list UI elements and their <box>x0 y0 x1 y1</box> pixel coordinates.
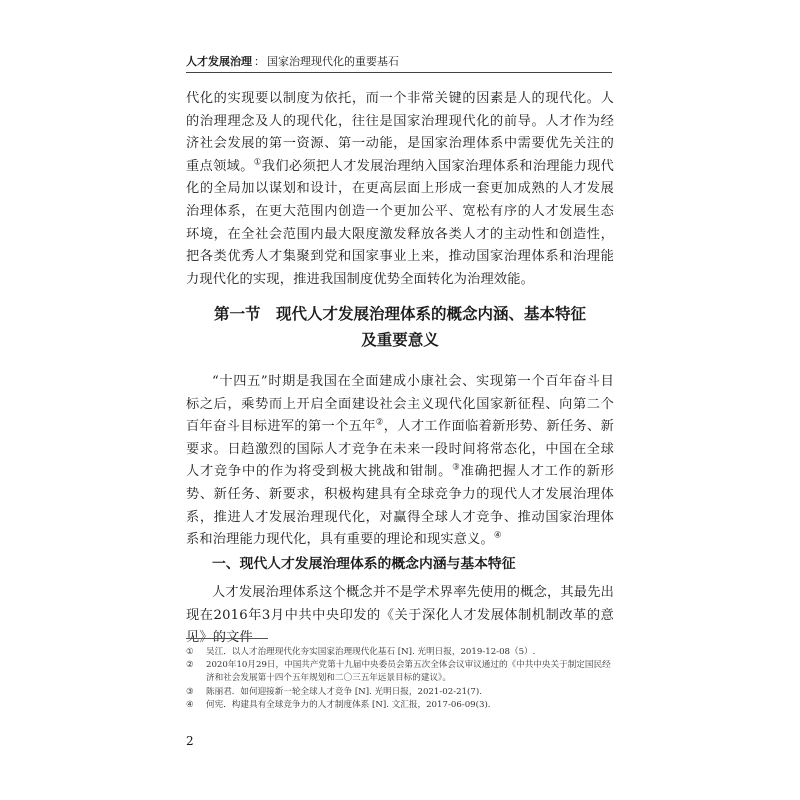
subsection-heading: 一、现代人才发展治理体系的概念内涵与基本特征 <box>212 556 516 572</box>
intro-paragraph <box>186 88 614 291</box>
intro-text-continued: 我们必须把人才发展治理纳入国家治理体系和治理能力现代化的全局加以谋划和设计，在更高层面上形成一套更加成熟的人才发展治理体系，在更大范围内创造一个更加公平、宽松有序的人才发展生态环境，在全社会范围内最大限度激发释放各类人才的主动性和创造性，把各类优秀人才集聚到党和国家事业上来，推动国家治理体系和治理能力现代化的实现，推进我国制度优势全面转化为治理效能。 <box>186 158 615 287</box>
footnote-item <box>186 699 614 712</box>
footnote-ref-4[interactable]: ④ <box>493 530 502 541</box>
footnote-text: 吴江．以人才治理现代化夯实国家治理现代化基石 [N]. 光明日报，2019-12-08（5）. <box>206 647 536 657</box>
section-text-1: “十四五”时期是我国在全面建成小康社会、实现第一个百年奋斗目标之后，乘势而上开启全面建设社会主义现代化国家新征程、向第二个百年奋斗目标进军的第一个五年 <box>186 374 614 435</box>
footnote-mark: ④ <box>186 699 194 710</box>
footnote-item <box>186 686 614 699</box>
subsection-paragraph: 人才发展治理体系这个概念并不是学术界率先使用的概念，其最先出现在2016年3月中共中央印发的《关于深化人才发展体制机制改革的意见》的文件 <box>186 585 614 646</box>
header-rule <box>186 72 612 73</box>
footnote-ref-1[interactable]: ① <box>253 157 262 168</box>
page-number: 2 <box>186 734 194 748</box>
intro-text: 代化的实现要以制度为依托，而一个非常关键的因素是人的现代化。人的治理理念及人的现代化，往往是国家治理现代化的前导。人才作为经济社会发展的第一资源、第一动能，是国家治理体系中需要优先关注的重点领域。 <box>186 91 614 174</box>
footnote-mark: ② <box>186 660 194 671</box>
book-subtitle: 国家治理现代化的重要基石 <box>267 55 399 68</box>
footnote-item <box>186 659 614 685</box>
footnotes <box>186 646 614 712</box>
footnote-text: 何宪．构建具有全球竞争力的人才制度体系 [N]. 文汇报，2017-06-09(3). <box>206 699 491 710</box>
footnote-text: 2020年10月29日，中国共产党第十九届中央委员会第五次全体会议审议通过的《中共中央关于制定国民经济和社会发展第十四个五年规划和二〇三五年远景目标的建议》。 <box>206 660 611 684</box>
book-title: 人才发展治理 <box>186 55 252 68</box>
section-text-3: 准确把握人才工作的新形势、新任务、新要求，积极构建具有全球竞争力的现代人才发展治理体系，推进人才发展治理现代化，对赢得全球人才竞争、推动国家治理体系和治理能力现代化，具有重要的理论和现实意义。 <box>186 464 615 548</box>
header-separator: ： <box>254 55 265 68</box>
footnote-item <box>186 646 614 659</box>
section-text-2: ，人才工作面临着新形势、新任务、新要求。日趋激烈的国际人才竞争在未来一段时间将常态化，中国在全球人才竞争中的作为将受到极大挑战和钳制。 <box>186 419 614 480</box>
footnote-rule <box>186 638 268 639</box>
footnote-text: 陈丽君．如何迎接新一轮全球人才竞争 [N]. 光明日报，2021-02-21(7). <box>206 686 482 697</box>
section-paragraph <box>186 371 614 552</box>
footnote-ref-3[interactable]: ③ <box>452 462 461 473</box>
section-heading-line2: 及重要意义 <box>361 331 439 349</box>
running-header <box>186 53 399 69</box>
footnote-mark: ③ <box>186 686 194 697</box>
footnote-ref-2[interactable]: ② <box>375 417 384 428</box>
footnote-mark: ① <box>186 647 194 657</box>
section-heading-line1: 第一节 现代人才发展治理体系的概念内涵、基本特征 <box>213 305 586 323</box>
